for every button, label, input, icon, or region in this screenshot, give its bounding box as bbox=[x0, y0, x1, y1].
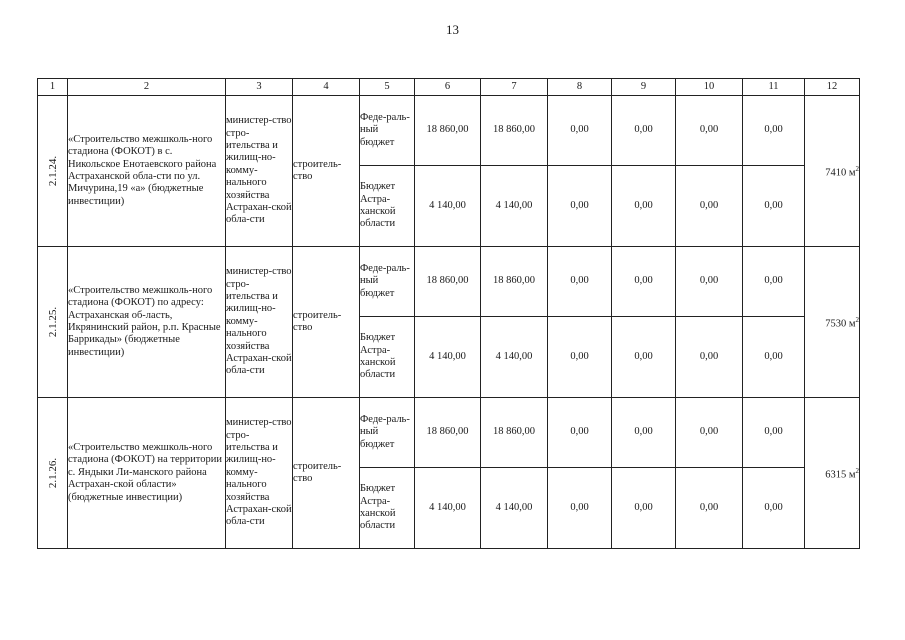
column-number: 5 bbox=[360, 79, 415, 96]
funding-source: Феде-раль-ный бюджет bbox=[360, 398, 415, 468]
amount-cell: 0,00 bbox=[676, 247, 743, 317]
amount-cell: 0,00 bbox=[612, 96, 676, 166]
amount-cell: 0,00 bbox=[612, 166, 676, 247]
capacity-value: 7410 м bbox=[825, 167, 856, 179]
column-number: 10 bbox=[676, 79, 743, 96]
column-number: 4 bbox=[293, 79, 360, 96]
work-type: строитель-ство bbox=[293, 96, 360, 247]
amount-cell: 4 140,00 bbox=[415, 468, 481, 549]
amount-cell: 0,00 bbox=[612, 247, 676, 317]
amount-cell: 4 140,00 bbox=[481, 317, 548, 398]
capacity-unit-superscript: 2 bbox=[855, 315, 859, 324]
row-number: 2.1.24. bbox=[46, 155, 59, 187]
project-name: «Строительство межшколь-ного стадиона (ФОКОТ) по адресу: Астраханская об-ласть, Икрянинский район, р.п. Красные Баррикады» (бюджетные инвестиции) bbox=[68, 247, 226, 398]
funding-source: Феде-раль-ный бюджет bbox=[360, 96, 415, 166]
amount-cell: 0,00 bbox=[676, 398, 743, 468]
column-number-row bbox=[38, 79, 860, 96]
amount-cell: 18 860,00 bbox=[481, 96, 548, 166]
column-number: 1 bbox=[38, 79, 68, 96]
funding-source: Феде-раль-ный бюджет bbox=[360, 247, 415, 317]
table-row bbox=[38, 247, 860, 317]
capacity-unit-superscript: 2 bbox=[855, 164, 859, 173]
amount-cell: 0,00 bbox=[743, 398, 805, 468]
funding-source: Бюджет Астра-ханской области bbox=[360, 468, 415, 549]
row-number-cell bbox=[38, 247, 68, 398]
amount-cell: 18 860,00 bbox=[415, 96, 481, 166]
amount-cell: 0,00 bbox=[548, 398, 612, 468]
amount-cell: 0,00 bbox=[743, 96, 805, 166]
amount-cell: 4 140,00 bbox=[481, 468, 548, 549]
column-number: 2 bbox=[68, 79, 226, 96]
amount-cell: 0,00 bbox=[743, 166, 805, 247]
capacity-cell bbox=[805, 398, 860, 549]
amount-cell: 0,00 bbox=[743, 247, 805, 317]
column-number: 7 bbox=[481, 79, 548, 96]
funding-source: Бюджет Астра-ханской области bbox=[360, 317, 415, 398]
capacity-cell bbox=[805, 247, 860, 398]
amount-cell: 0,00 bbox=[676, 317, 743, 398]
amount-cell: 18 860,00 bbox=[481, 247, 548, 317]
row-number: 2.1.25. bbox=[46, 306, 59, 338]
amount-cell: 0,00 bbox=[548, 247, 612, 317]
capacity-unit-superscript: 2 bbox=[855, 466, 859, 475]
amount-cell: 0,00 bbox=[548, 166, 612, 247]
amount-cell: 4 140,00 bbox=[415, 317, 481, 398]
amount-cell: 0,00 bbox=[548, 468, 612, 549]
amount-cell: 0,00 bbox=[676, 96, 743, 166]
funding-source: Бюджет Астра-ханской области bbox=[360, 166, 415, 247]
page-number: 13 bbox=[446, 22, 459, 37]
amount-cell: 0,00 bbox=[743, 468, 805, 549]
column-number: 3 bbox=[226, 79, 293, 96]
work-type: строитель-ство bbox=[293, 247, 360, 398]
responsible-organization: министер-ство стро-ительства и жилищ-но-комму-нального хозяйства Астрахан-ской обла-сти bbox=[226, 398, 293, 549]
amount-cell: 4 140,00 bbox=[415, 166, 481, 247]
row-number-cell bbox=[38, 96, 68, 247]
work-type: строитель-ство bbox=[293, 398, 360, 549]
budget-table bbox=[37, 78, 860, 549]
table-row bbox=[38, 398, 860, 468]
amount-cell: 18 860,00 bbox=[415, 398, 481, 468]
column-number: 6 bbox=[415, 79, 481, 96]
column-number: 8 bbox=[548, 79, 612, 96]
project-name: «Строительство межшколь-ного стадиона (ФОКОТ) в с. Никольское Енотаевского района Астраханской обла-сти по ул. Мичурина,19 «а» (бюджетные инвестиции) bbox=[68, 96, 226, 247]
column-number: 12 bbox=[805, 79, 860, 96]
column-number: 11 bbox=[743, 79, 805, 96]
amount-cell: 0,00 bbox=[612, 317, 676, 398]
column-number: 9 bbox=[612, 79, 676, 96]
responsible-organization: министер-ство стро-ительства и жилищ-но-комму-нального хозяйства Астрахан-ской обла-сти bbox=[226, 247, 293, 398]
amount-cell: 18 860,00 bbox=[481, 398, 548, 468]
amount-cell: 0,00 bbox=[676, 166, 743, 247]
amount-cell: 0,00 bbox=[548, 317, 612, 398]
amount-cell: 0,00 bbox=[612, 468, 676, 549]
responsible-organization: министер-ство стро-ительства и жилищ-но-комму-нального хозяйства Астрахан-ской обла-сти bbox=[226, 96, 293, 247]
row-number: 2.1.26. bbox=[46, 457, 59, 489]
amount-cell: 0,00 bbox=[743, 317, 805, 398]
amount-cell: 18 860,00 bbox=[415, 247, 481, 317]
row-number-cell bbox=[38, 398, 68, 549]
amount-cell: 0,00 bbox=[548, 96, 612, 166]
capacity-cell bbox=[805, 96, 860, 247]
project-name: «Строительство межшколь-ного стадиона (ФОКОТ) на территории с. Яндыки Ли-манского района Астрахан-ской области» (бюджетные инвестиции) bbox=[68, 398, 226, 549]
capacity-value: 7530 м bbox=[825, 318, 856, 330]
amount-cell: 0,00 bbox=[612, 398, 676, 468]
amount-cell: 4 140,00 bbox=[481, 166, 548, 247]
capacity-value: 6315 м bbox=[825, 469, 856, 481]
table-row bbox=[38, 96, 860, 166]
amount-cell: 0,00 bbox=[676, 468, 743, 549]
